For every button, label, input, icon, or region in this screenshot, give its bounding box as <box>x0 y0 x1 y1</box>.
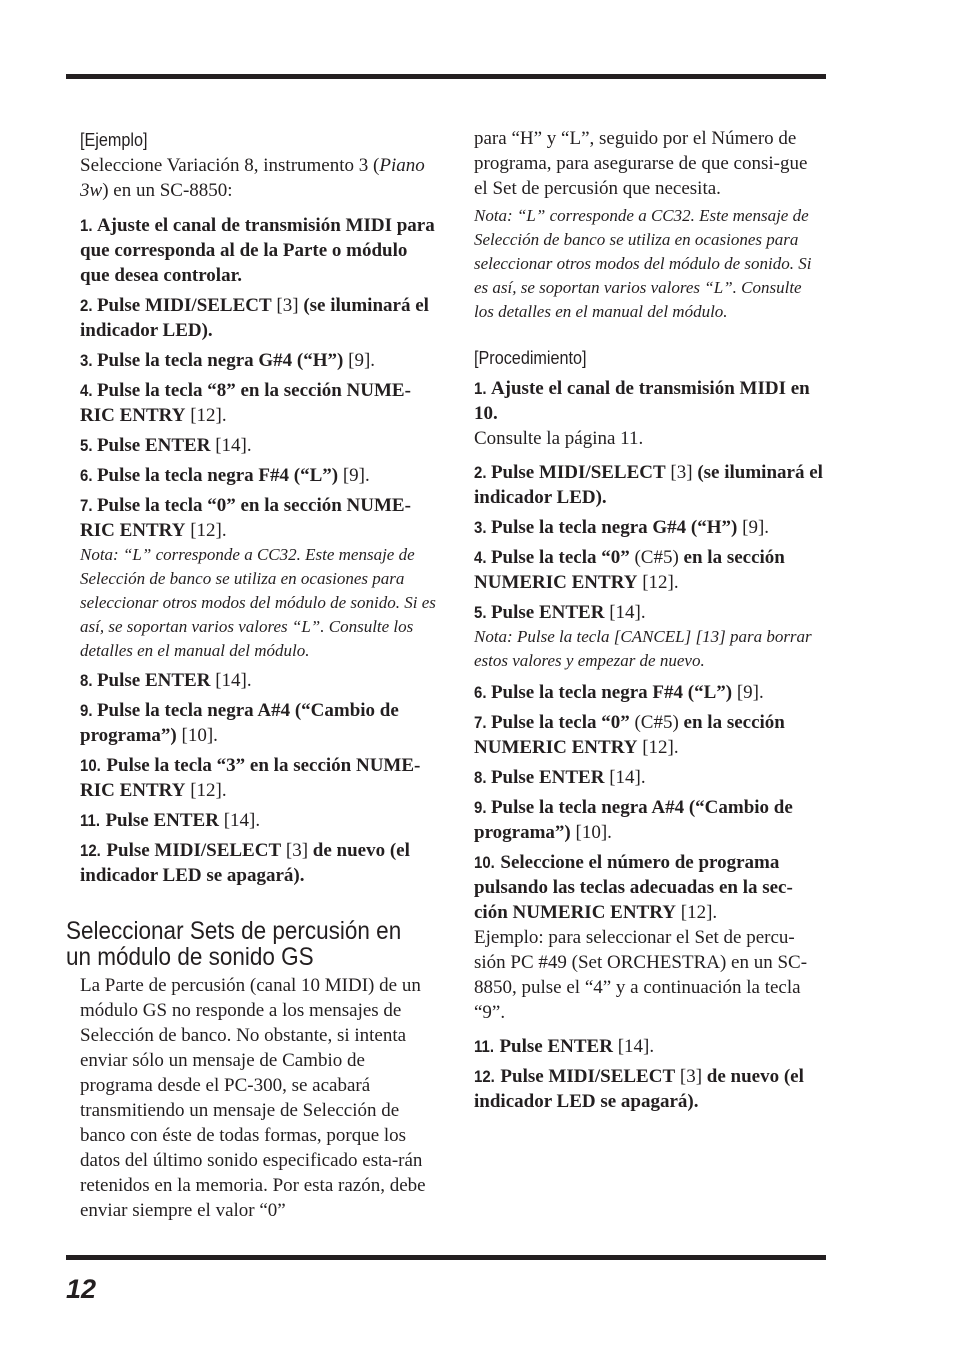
step-9: 9. Pulse la tecla negra A#4 (“Cambio de programa”) [10]. <box>80 700 399 746</box>
note-cancel: Nota: Pulse la tecla [CANCEL] [13] para borrar estos valores y empezar de nuevo. <box>474 627 812 670</box>
procedure <box>474 346 824 1114</box>
proc-step-12: 12. Pulse MIDI/SELECT [3] de nuevo (el indicador LED se apagará). <box>474 1066 804 1112</box>
note-cc32-right: Nota: “L” corresponde a CC32. Este mensaje de Selección de banco se utiliza en ocasiones para seleccionar otros modos del módulo de sonido. Si es así, se soportan varios valores “L”. Consulte los detalles en el manual del módulo. <box>474 206 812 321</box>
page-number: 12 <box>66 1274 97 1304</box>
step-6: 6. Pulse la tecla negra F#4 (“L”) [9]. <box>80 465 370 486</box>
proc-step-6: 6. Pulse la tecla negra F#4 (“L”) [9]. <box>474 682 764 703</box>
top-rule <box>66 74 826 79</box>
proc-step-5: 5. Pulse ENTER [14]. <box>474 602 646 623</box>
step-3: 3. Pulse la tecla negra G#4 (“H”) [9]. <box>80 350 376 371</box>
section-title: Seleccionar Sets de percusión en un módulo de sonido GS <box>66 917 402 971</box>
step-8: 8. Pulse ENTER [14]. <box>80 670 252 691</box>
step-4: 4. Pulse la tecla “8” en la sección NUME-RIC ENTRY [12]. <box>80 380 411 426</box>
proc-step-10: 10. Seleccione el número de programa pulsando las teclas adecuadas en la sec-ción NUMERIC ENTRY [12]. <box>474 852 793 923</box>
proc-step-8: 8. Pulse ENTER [14]. <box>474 767 646 788</box>
proc-step-2: 2. Pulse MIDI/SELECT [3] (se iluminará el indicador LED). <box>474 462 823 508</box>
subhead-ejemplo: [Ejemplo] <box>80 130 148 150</box>
step-5: 5. Pulse ENTER [14]. <box>80 435 252 456</box>
proc-step-1-extra: Consulte la página 11. <box>474 428 644 449</box>
bottom-rule <box>66 1255 826 1260</box>
continuation-text: para “H” y “L”, seguido por el Número de programa, para asegurarse de que consi-gue el Set de percusión que necesita. <box>474 128 808 199</box>
step-12: 12. Pulse MIDI/SELECT [3] de nuevo (el indicador LED se apagará). <box>80 840 410 886</box>
proc-step-1: 1. Ajuste el canal de transmisión MIDI en 10. <box>474 378 810 424</box>
proc-step-10-extra: Ejemplo: para seleccionar el Set de percu-sión PC #49 (Set ORCHESTRA) en un SC-8850, pulse el “4” y a continuación la tecla “9”. <box>474 927 808 1023</box>
proc-step-3: 3. Pulse la tecla negra G#4 (“H”) [9]. <box>474 517 770 538</box>
proc-step-11: 11. Pulse ENTER [14]. <box>474 1036 655 1057</box>
step-11: 11. Pulse ENTER [14]. <box>80 810 261 831</box>
proc-step-4: 4. Pulse la tecla “0” (C#5) en la sección NUMERIC ENTRY [12]. <box>474 547 785 593</box>
proc-step-9: 9. Pulse la tecla negra A#4 (“Cambio de programa”) [10]. <box>474 797 793 843</box>
note-cc32: Nota: “L” corresponde a CC32. Este mensaje de Selección de banco se utiliza en ocasiones para seleccionar otros modos del módulo de sonido. Si es así, se soportan varios valores “L”. Consulte los detalles en el manual del módulo. <box>80 545 436 660</box>
subhead-procedimiento: [Procedimiento] <box>474 348 587 368</box>
step-2: 2. Pulse MIDI/SELECT [3] (se iluminará el indicador LED). <box>80 295 429 341</box>
step-7: 7. Pulse la tecla “0” en la sección NUME-RIC ENTRY [12]. <box>80 495 411 541</box>
step-1: 1. Ajuste el canal de transmisión MIDI para que corresponda al de la Parte o módulo que desea controlar. <box>80 215 435 286</box>
left-steps <box>80 208 436 888</box>
example-intro: Seleccione Variación 8, instrumento 3 (Piano 3w) en un SC-8850: <box>80 155 425 201</box>
section-body: La Parte de percusión (canal 10 MIDI) de un módulo GS no responde a los mensajes de Selección de banco. No obstante, si intenta enviar sólo un mensaje de Cambio de programa desde el PC-300, se acabará transmitiendo un mensaje de Selección de banco con éste de todas formas, porque los datos del último sonido especificado esta-rán retenidos en la memoria. Por esta razón, debe enviar siempre el valor “0” <box>80 975 426 1221</box>
step-10: 10. Pulse la tecla “3” en la sección NUME-RIC ENTRY [12]. <box>80 755 421 801</box>
proc-step-7: 7. Pulse la tecla “0” (C#5) en la sección NUMERIC ENTRY [12]. <box>474 712 785 758</box>
